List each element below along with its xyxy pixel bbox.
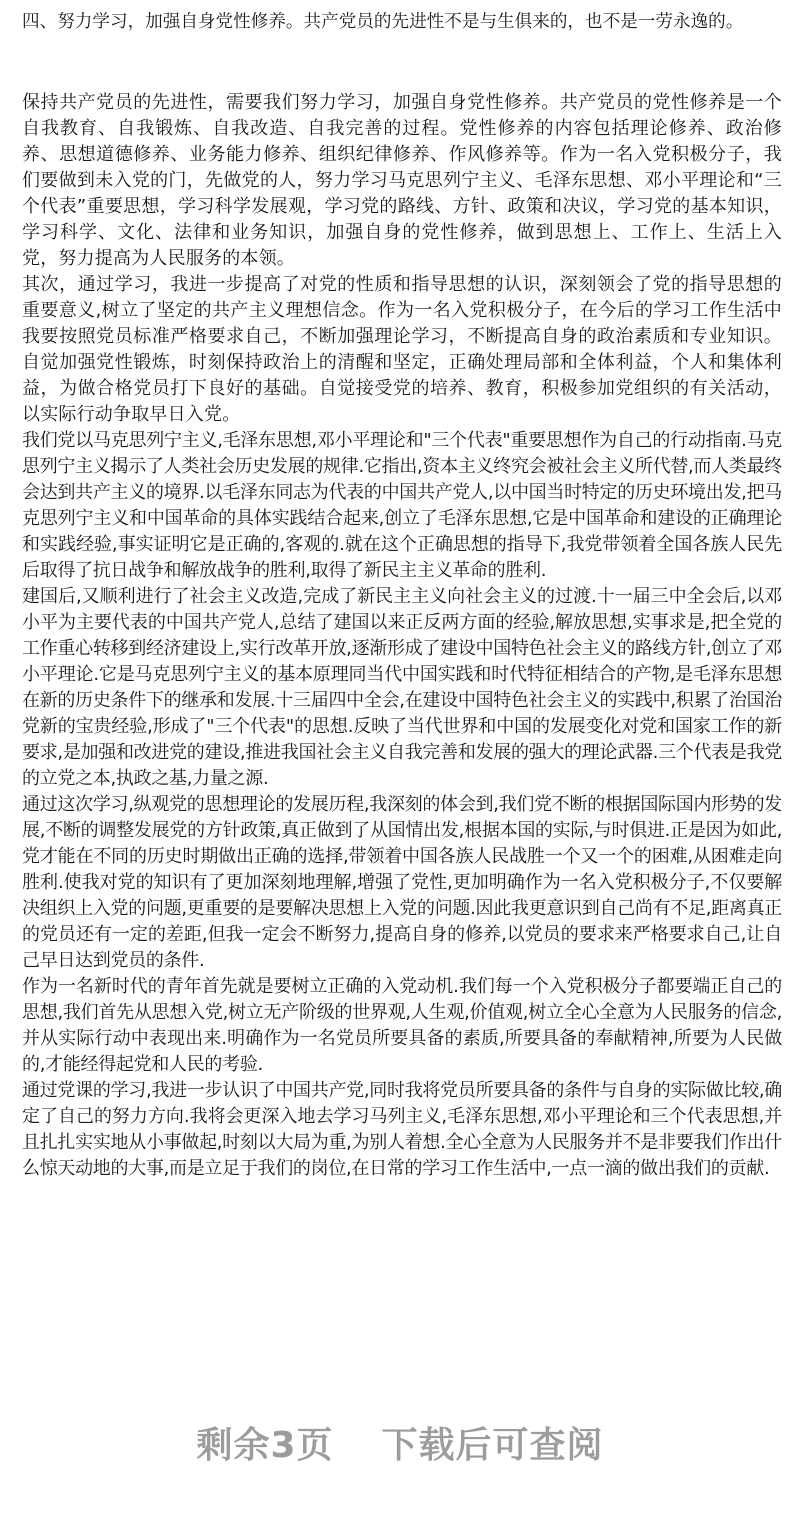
remaining-pages-label: 剩余3页: [196, 1424, 334, 1466]
paragraph-1: 保持共产党员的先进性，需要我们努力学习，加强自身党性修养。共产党员的党性修养是一个自我教育、自我锻炼、自我改造、自我完善的过程。党性修养的内容包括理论修养、政治修养、思想道德修养、业务能力修养、组织纪律修养、作风修养等。作为一名入党积极分子，我们要做到未入党的门，先做党的人，努力学习马克思列宁主义、毛泽东思想、邓小平理论和“三个代表”重要思想，学习科学发展观，学习党的路线、方针、政策和决议，学习党的基本知识，学习科学、文化、法律和业务知识，加强自身的党性修养，做到思想上、工作上、生活上入党，努力提高为人民服务的本领。: [22, 92, 782, 269]
section-heading: 四、努力学习，加强自身党性修养。共产党员的先进性不是与生俱来的，也不是一劳永逸的。: [22, 12, 744, 32]
paragraph-2: 其次，通过学习，我进一步提高了对党的性质和指导思想的认识，深刻领会了党的指导思想的重要意义,树立了坚定的共产主义理想信念。作为一名入党积极分子，在今后的学习工作生活中我要按照党员标准严格要求自己，不断加强理论学习，不断提高自身的政治素质和专业知识。自觉加强党性锻炼，时刻保持政治上的清醒和坚定，正确处理局部和全体利益，个人和集体利益，为做合格党员打下良好的基础。自觉接受党的培养、教育，积极参加党组织的有关活动，以实际行动争取早日入党。: [22, 274, 782, 425]
download-banner[interactable]: [0, 1412, 800, 1472]
paragraph-7: 通过党课的学习,我进一步认识了中国共产党,同时我将党员所要具备的条件与自身的实际做比较,确定了自己的努力方向.我将会更深入地去学习马列主义,毛泽东思想,邓小平理论和三个代表思想,并且扎扎实实地从小事做起,时刻以大局为重,为别人着想.全心全意为人民服务并不是非要我们作出什么惊天动地的大事,而是立足于我们的岗位,在日常的学习工作生活中,一点一滴的做出我们的贡献.: [22, 1080, 782, 1179]
paragraph-4: 建国后,又顺利进行了社会主义改造,完成了新民主主义向社会主义的过渡.十一届三中全会后,以邓小平为主要代表的中国共产党人,总结了建国以来正反两方面的经验,解放思想,实事求是,把全党的工作重心转移到经济建设上,实行改革开放,逐渐形成了建设中国特色社会主义的路线方针,创立了邓小平理论.它是马克思列宁主义的基本原理同当代中国实践和时代特征相结合的产物,是毛泽东思想在新的历史条件下的继承和发展.十三届四中全会,在建设中国特色社会主义的实践中,积累了治国治党新的宝贵经验,形成了"三个代表"的思想.反映了当代世界和中国的发展变化对党和国家工作的新要求,是加强和改进党的建设,推进我国社会主义自我完善和发展的强大的理论武器.三个代表是我党的立党之本,执政之基,力量之源.: [22, 586, 782, 789]
download-to-view-label[interactable]: 下载后可查阅: [381, 1424, 604, 1466]
document-body: [22, 90, 782, 1182]
paragraph-6: 作为一名新时代的青年首先就是要树立正确的入党动机.我们每一个入党积极分子都要端正自己的思想,我们首先从思想入党,树立无产阶级的世界观,人生观,价值观,树立全心全意为人民服务的信念,并从实际行动中表现出来.明确作为一名党员所要具备的素质,所要具备的奉献精神,所要为人民做的,才能经得起党和人民的考验.: [22, 976, 782, 1075]
paragraph-5: 通过这次学习,纵观党的思想理论的发展历程,我深刻的体会到,我们党不断的根据国际国内形势的发展,不断的调整发展党的方针政策,真正做到了从国情出发,根据本国的实际,与时俱进.正是因为如此,党才能在不同的历史时期做出正确的选择,带领着中国各族人民战胜一个又一个的困难,从困难走向胜利.使我对党的知识有了更加深刻地理解,增强了党性,更加明确作为一名入党积极分子,不仅要解决组织上入党的问题,更重要的是要解决思想上入党的问题.因此我更意识到自己尚有不足,距离真正的党员还有一定的差距,但我一定会不断努力,提高自身的修养,以党员的要求来严格要求自己,让自己早日达到党员的条件.: [22, 794, 782, 971]
paragraph-3: 我们党以马克思列宁主义,毛泽东思想,邓小平理论和"三个代表"重要思想作为自己的行动指南.马克思列宁主义揭示了人类社会历史发展的规律.它指出,资本主义终究会被社会主义所代替,而人类最终会达到共产主义的境界.以毛泽东同志为代表的中国共产党人,以中国当时特定的历史环境出发,把马克思列宁主义和中国革命的具体实践结合起来,创立了毛泽东思想,它是中国革命和建设的正确理论和实践经验,事实证明它是正确的,客观的.就在这个正确思想的指导下,我党带领着全国各族人民先后取得了抗日战争和解放战争的胜利,取得了新民主主义革命的胜利.: [22, 430, 782, 581]
